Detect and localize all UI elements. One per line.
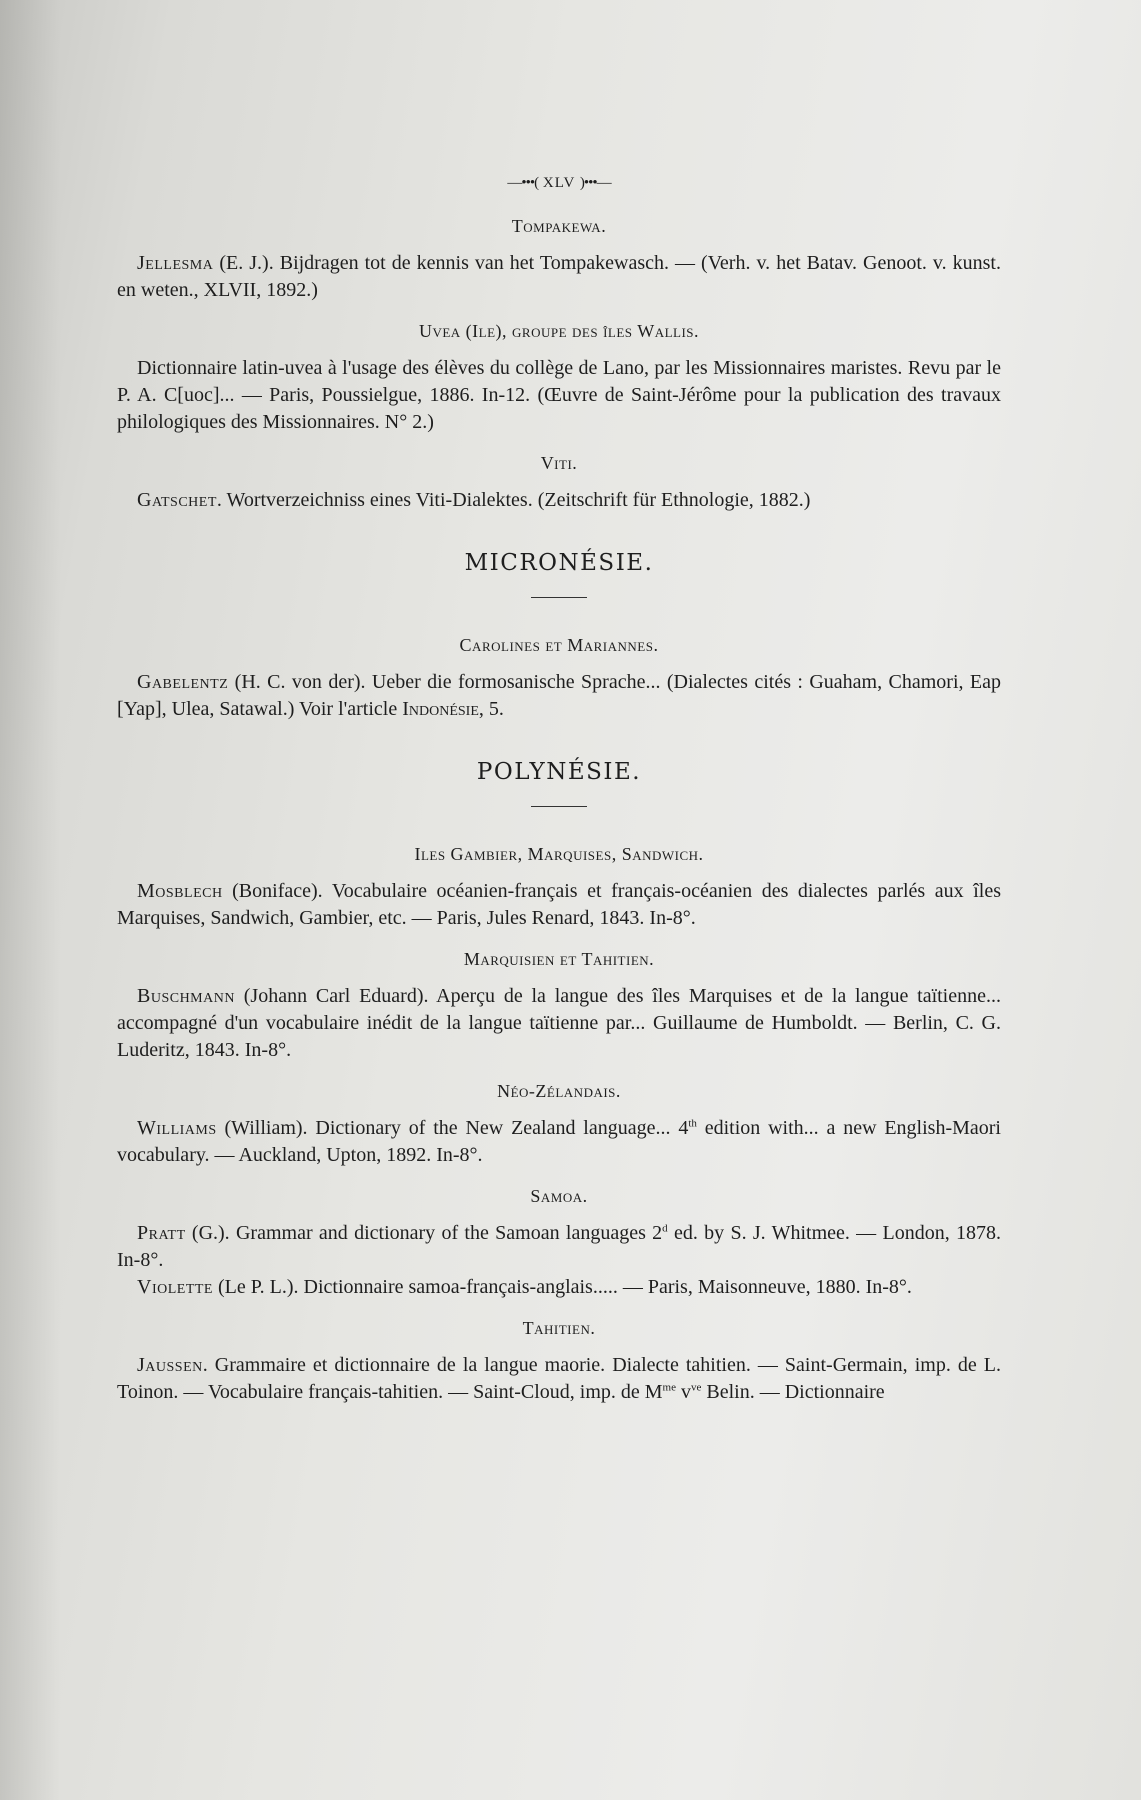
bib-entry-mosblech	[117, 878, 1001, 932]
bib-entry-violette	[117, 1274, 1001, 1301]
section-title-tahitien: Tahitien.	[522, 1318, 596, 1338]
entry-author: Gatschet	[137, 489, 217, 511]
section-title-uvea: Uvea (Ile), groupe des îles Wallis.	[418, 321, 700, 341]
entry-text-end: Belin. — Dictionnaire	[701, 1381, 885, 1403]
folio	[117, 170, 1001, 197]
entry-author: Williams	[137, 1117, 217, 1139]
region-heading-polynesie: POLYNÉSIE.	[476, 759, 642, 785]
page-content	[117, 170, 1001, 1406]
section-title-carolines: Carolines et Mariannes.	[459, 635, 659, 655]
entry-author: Jellesma	[137, 252, 214, 274]
bib-entry-williams	[117, 1115, 1001, 1169]
entry-text: (Boniface). Vocabulaire océanien-français et français-océanien des dialectes parlés aux îles Marquises, Sandwich, Gambier, etc. — Paris, Jules Renard, 1843. In-8°.	[117, 880, 1001, 929]
folio-ornament-right: )•••—	[579, 175, 611, 191]
entry-author: Gabelentz	[137, 671, 229, 693]
section-title-samoa: Samoa.	[530, 1186, 588, 1206]
entry-text: (William). Dictionary of the New Zealand language... 4	[216, 1117, 689, 1139]
heading-rule	[531, 597, 587, 598]
entry-text-end: ed. by S. J. Whitmee. — London, 1878. In-8°.	[117, 1222, 1001, 1271]
entry-text: Dictionnaire latin-uvea à l'usage des élèves du collège de Lano, par les Missionnaires maristes. Revu par le P. A. C[uoc]... — Paris, Poussielgue, 1886. In-12. (Œuvre de Saint-Jérôme pour la publication des travaux philologiques des Missionnaires. N° 2.)	[117, 357, 1001, 433]
entry-author: Jaussen	[137, 1354, 203, 1376]
superscript: th	[688, 1117, 697, 1130]
entry-text: (H. C. von der). Ueber die formosanische Sprache... (Dialectes cités : Guaham, Chamori, Eap [Yap], Ulea, Satawal.) Voir l'article	[117, 671, 1001, 720]
entry-cross-reference: Indonésie	[402, 698, 479, 720]
entry-text: . Grammaire et dictionnaire de la langue maorie. Dialecte tahitien. — Saint-Germain, imp. de L. Toinon. — Vocabulaire français-tahitien. — Saint-Cloud, imp. de M	[117, 1354, 1001, 1403]
section-title-gambier: Iles Gambier, Marquises, Sandwich.	[414, 844, 704, 864]
section-title-marquisien: Marquisien et Tahitien.	[463, 949, 655, 969]
entry-text-end: , 5.	[478, 698, 504, 720]
bib-entry-gabelentz	[117, 669, 1001, 723]
bib-entry-gatschet	[117, 487, 1001, 514]
section-title-neozelandais: Néo-Zélandais.	[497, 1081, 621, 1101]
bib-entry-buschmann	[117, 983, 1001, 1064]
entry-text: (G.). Grammar and dictionary of the Samoan languages 2	[185, 1222, 663, 1244]
page-gutter-shadow	[0, 0, 60, 1800]
section-title-viti: Viti.	[540, 453, 578, 473]
entry-author: Pratt	[137, 1222, 186, 1244]
entry-text-mid: v	[676, 1381, 691, 1403]
heading-rule	[531, 806, 587, 807]
bib-entry-jellesma	[117, 250, 1001, 304]
page-number: XLV	[542, 175, 576, 191]
entry-text-end: edition with... a new English-Maori vocabulary. — Auckland, Upton, 1892. In-8°.	[117, 1117, 1001, 1166]
bib-entry-pratt	[117, 1220, 1001, 1274]
bib-entry-uvea-dictionary	[117, 355, 1001, 436]
superscript: me	[662, 1381, 676, 1394]
folio-ornament-left: —•••(	[507, 175, 539, 191]
entry-text: (Le P. L.). Dictionnaire samoa-français-anglais..... — Paris, Maisonneuve, 1880. In-8°.	[212, 1276, 912, 1298]
entry-text: (Johann Carl Eduard). Aperçu de la langue des îles Marquises et de la langue taïtienne... accompagné d'un vocabulaire inédit de la langue taïtienne par... Guillaume de Humboldt. — Berlin, C. G. Luderitz, 1843. In-8°.	[117, 985, 1001, 1061]
section-title-tompakewa: Tompakewa.	[511, 216, 607, 236]
superscript: d	[662, 1222, 668, 1235]
entry-author: Mosblech	[137, 880, 223, 902]
entry-text: (E. J.). Bijdragen tot de kennis van het Tompakewasch. — (Verh. v. het Batav. Genoot. v. kunst. en weten., XLVII, 1892.)	[117, 252, 1001, 301]
entry-author: Violette	[137, 1276, 213, 1298]
region-heading-micronesie: MICRONÉSIE.	[464, 550, 654, 576]
superscript: ve	[691, 1381, 702, 1394]
entry-author: Buschmann	[137, 985, 235, 1007]
entry-text: . Wortverzeichniss eines Viti-Dialektes. (Zeitschrift für Ethnologie, 1882.)	[216, 489, 811, 511]
bib-entry-jaussen	[117, 1352, 1001, 1406]
